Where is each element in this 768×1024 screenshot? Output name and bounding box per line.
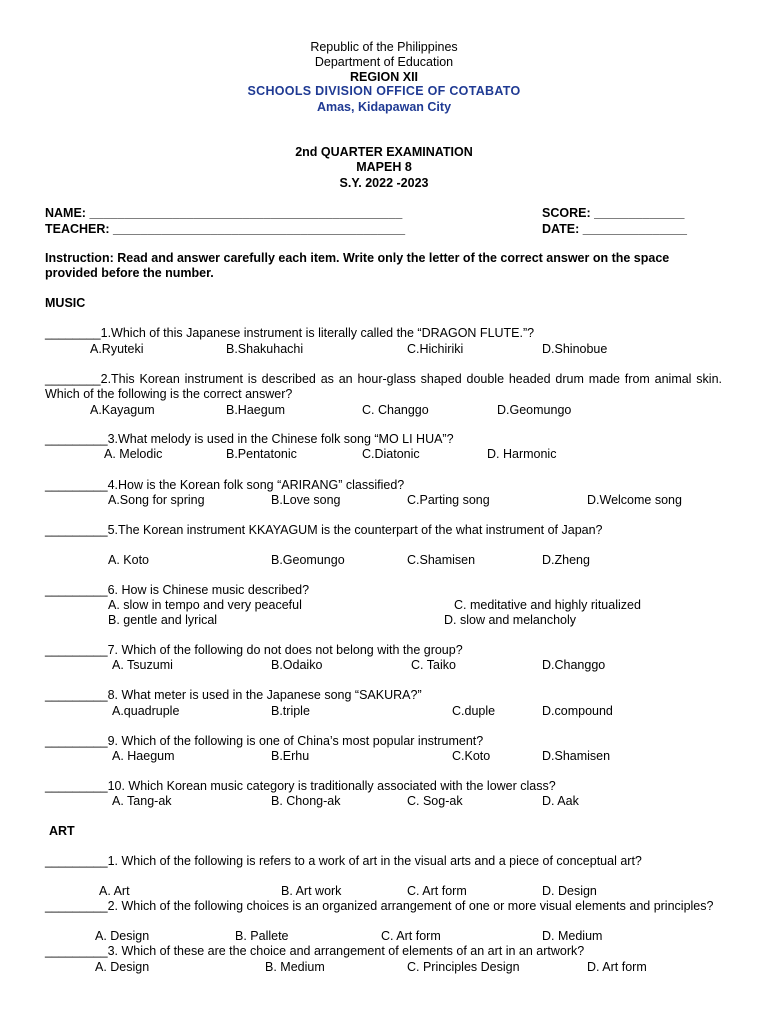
- header-region: REGION XII: [349, 70, 419, 84]
- music-q1-option-a: A.Ryuteki: [90, 342, 144, 356]
- name-field[interactable]: NAME: _____________________________________________: [45, 206, 403, 220]
- art-q3-option-b: B. Medium: [265, 960, 325, 974]
- score-field[interactable]: SCORE: _____________: [542, 206, 685, 220]
- music-q2-option-a: A.Kayagum: [90, 403, 155, 417]
- music-question-6: _________6. How is Chinese music described?: [45, 583, 310, 597]
- exam-subject: MAPEH 8: [356, 160, 412, 174]
- music-question-5: _________5.The Korean instrument KKAYAGUM is the counterpart of the what instrument of Japan?: [45, 523, 603, 537]
- art-q1-option-d: D. Design: [542, 884, 597, 898]
- music-q3-option-d: D. Harmonic: [487, 447, 557, 461]
- exam-title: 2nd QUARTER EXAMINATION: [295, 145, 473, 159]
- header-location: Amas, Kidapawan City: [316, 100, 452, 114]
- music-question-2: ________2.This Korean instrument is described as an hour-glass shaped double headed drum made from animal skin. Which of the following is the correct answer?: [45, 372, 722, 401]
- music-q6-option-b: B. gentle and lyrical: [108, 613, 218, 627]
- music-q4-option-a: A.Song for spring: [108, 493, 205, 507]
- header-division: SCHOOLS DIVISION OFFICE OF COTABATO: [247, 84, 521, 98]
- music-q1-option-b: B.Shakuhachi: [226, 342, 304, 356]
- art-q1-option-a: A. Art: [99, 884, 130, 898]
- music-heading: MUSIC: [45, 296, 86, 310]
- school-year: S.Y. 2022 -2023: [339, 176, 429, 190]
- music-q6-option-d: D. slow and melancholy: [444, 613, 577, 627]
- art-question-2: _________2. Which of the following choices is an organized arrangement of one or more visual elements and principles?: [45, 899, 714, 913]
- music-q2-option-b: B.Haegum: [226, 403, 286, 417]
- music-q3-option-b: B.Pentatonic: [226, 447, 297, 461]
- music-q7-option-d: D.Changgo: [542, 658, 606, 672]
- music-q10-option-c: C. Sog-ak: [407, 794, 463, 808]
- music-question-9: _________9. Which of the following is one of China’s most popular instrument?: [45, 734, 484, 748]
- music-q1-option-c: C.Hichiriki: [407, 342, 464, 356]
- music-q8-option-a: A.quadruple: [112, 704, 180, 718]
- music-q8-option-c: C.duple: [452, 704, 496, 718]
- music-q4-option-c: C.Parting song: [407, 493, 490, 507]
- music-q4-option-d: D.Welcome song: [587, 493, 682, 507]
- music-q9-option-d: D.Shamisen: [542, 749, 611, 763]
- art-question-1: _________1. Which of the following is refers to a work of art in the visual arts and a piece of conceptual art?: [45, 854, 642, 868]
- music-q9-option-b: B.Erhu: [271, 749, 310, 763]
- music-q8-option-d: D.compound: [542, 704, 613, 718]
- art-q2-option-d: D. Medium: [542, 929, 603, 943]
- music-q5-option-b: B.Geomungo: [271, 553, 345, 567]
- music-q5-option-d: D.Zheng: [542, 553, 590, 567]
- art-question-3: _________3. Which of these are the choice and arrangement of elements of an art in an artwork?: [45, 944, 585, 958]
- music-q3-option-c: C.Diatonic: [362, 447, 420, 461]
- music-q7-option-b: B.Odaiko: [271, 658, 323, 672]
- music-q2-option-d: D.Geomungo: [497, 403, 572, 417]
- music-q10-option-d: D. Aak: [542, 794, 579, 808]
- art-q3-option-c: C. Principles Design: [407, 960, 520, 974]
- music-q3-option-a: A. Melodic: [104, 447, 163, 461]
- music-q2-option-c: C. Changgo: [362, 403, 429, 417]
- music-question-7: _________7. Which of the following do not does not belong with the group?: [45, 643, 463, 657]
- music-q7-option-c: C. Taiko: [411, 658, 456, 672]
- music-q9-option-a: A. Haegum: [112, 749, 175, 763]
- music-q10-option-a: A. Tang-ak: [112, 794, 172, 808]
- art-q2-option-c: C. Art form: [381, 929, 441, 943]
- music-q6-option-c: C. meditative and highly ritualized: [454, 598, 641, 612]
- art-q1-option-c: C. Art form: [407, 884, 467, 898]
- music-q4-option-b: B.Love song: [271, 493, 341, 507]
- music-question-4: _________4.How is the Korean folk song “ARIRANG” classified?: [45, 478, 405, 492]
- music-question-10: _________10. Which Korean music category is traditionally associated with the lower class?: [45, 779, 556, 793]
- art-q3-option-d: D. Art form: [587, 960, 647, 974]
- music-question-8: _________8. What meter is used in the Japanese song “SAKURA?”: [45, 688, 422, 702]
- music-question-3: _________3.What melody is used in the Chinese folk song “MO LI HUA”?: [45, 432, 454, 446]
- header-republic: Republic of the Philippines: [310, 40, 458, 54]
- music-q6-option-a: A. slow in tempo and very peaceful: [108, 598, 302, 612]
- music-q9-option-c: C.Koto: [452, 749, 491, 763]
- header-department: Department of Education: [314, 55, 454, 69]
- art-heading: ART: [49, 824, 75, 838]
- music-q7-option-a: A. Tsuzumi: [112, 658, 173, 672]
- art-q2-option-a: A. Design: [95, 929, 150, 943]
- music-q5-option-c: C.Shamisen: [407, 553, 476, 567]
- instruction: Instruction: Read and answer carefully each item. Write only the letter of the correct answer on the space provided before the number.: [45, 251, 670, 280]
- art-q2-option-b: B. Pallete: [235, 929, 289, 943]
- music-q8-option-b: B.triple: [271, 704, 310, 718]
- date-field[interactable]: DATE: _______________: [542, 222, 688, 236]
- teacher-field[interactable]: TEACHER: __________________________________________: [45, 222, 406, 236]
- music-question-1: ________1.Which of this Japanese instrument is literally called the “DRAGON FLUTE.”?: [45, 326, 535, 340]
- music-q10-option-b: B. Chong-ak: [271, 794, 341, 808]
- art-q1-option-b: B. Art work: [281, 884, 342, 898]
- music-q5-option-a: A. Koto: [108, 553, 149, 567]
- music-q1-option-d: D.Shinobue: [542, 342, 608, 356]
- art-q3-option-a: A. Design: [95, 960, 150, 974]
